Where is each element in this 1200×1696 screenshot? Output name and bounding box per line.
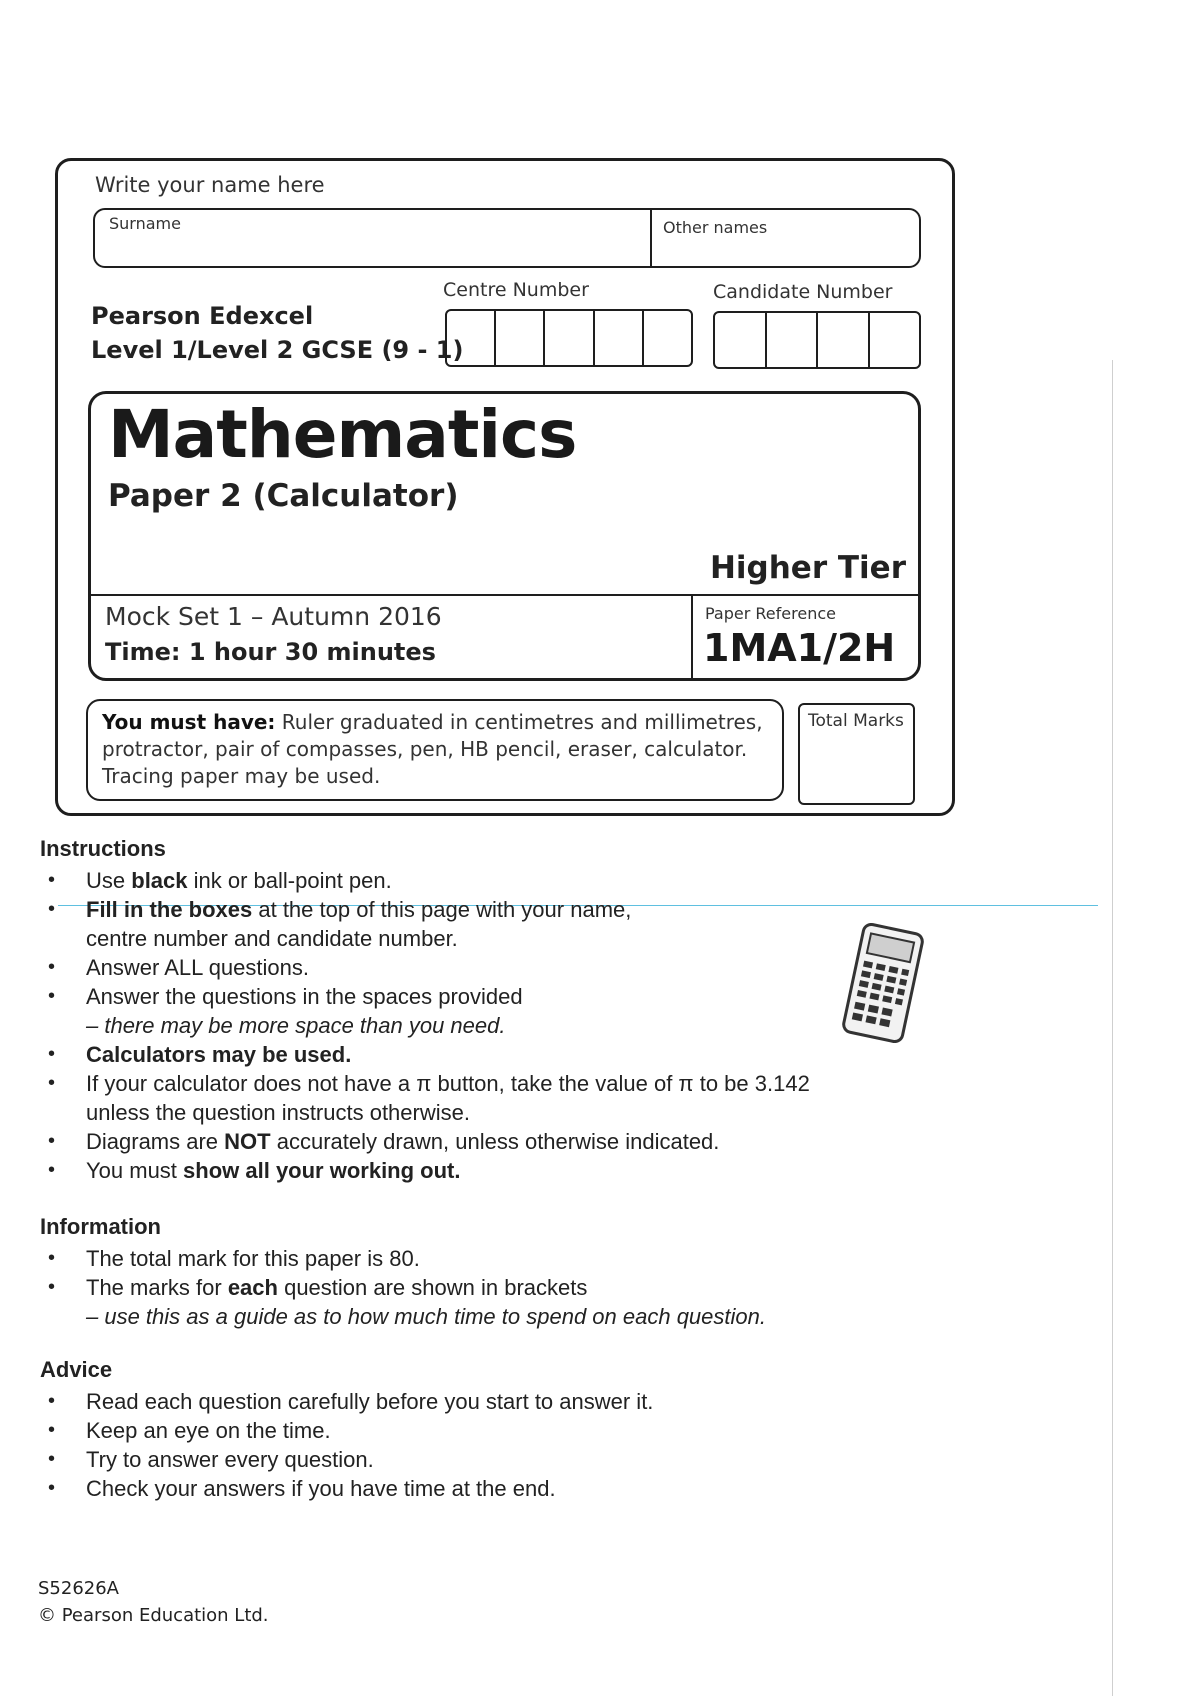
list-item: • You must show all your working out. xyxy=(40,1156,810,1185)
advice-section xyxy=(40,1357,653,1503)
board-name: Pearson Edexcel xyxy=(91,302,314,330)
other-names-label: Other names xyxy=(663,218,768,237)
list-item: • Use black ink or ball-point pen. xyxy=(40,866,810,895)
list-item: • Diagrams are NOT accurately drawn, unless otherwise indicated. xyxy=(40,1127,810,1156)
candidate-digit-box xyxy=(715,313,767,367)
information-heading: Information xyxy=(40,1214,161,1239)
total-marks-label: Total Marks xyxy=(808,711,904,731)
exam-board xyxy=(91,299,463,367)
centre-digit-box xyxy=(496,311,545,365)
instructions-section xyxy=(40,836,810,1185)
page-edge-line xyxy=(1112,360,1113,1696)
mock-set-label: Mock Set 1 – Autumn 2016 xyxy=(105,602,442,631)
paper-title: Paper 2 (Calculator) xyxy=(108,478,459,514)
list-item: • If your calculator does not have a π button, take the value of π to be 3.142 unless the question instructs otherwise. xyxy=(40,1069,810,1127)
name-divider xyxy=(650,210,652,266)
time-label: Time: 1 hour 30 minutes xyxy=(105,638,436,666)
calculator-icon xyxy=(838,923,928,1043)
list-item: • Calculators may be used. xyxy=(40,1040,810,1069)
paper-ref-divider xyxy=(691,594,693,680)
centre-number-label: Centre Number xyxy=(443,279,589,301)
centre-digit-box xyxy=(595,311,644,365)
surname-label: Surname xyxy=(109,214,181,233)
list-item: • Check your answers if you have time at the end. xyxy=(40,1474,653,1503)
centre-digit-box xyxy=(447,311,496,365)
list-item: • The marks for each question are shown in brackets – use this as a guide as to how much time to spend on each question. xyxy=(40,1273,766,1331)
cover-box xyxy=(55,158,955,816)
list-item: • Answer the questions in the spaces provided – there may be more space than you need. xyxy=(40,982,810,1040)
candidate-digit-box xyxy=(767,313,819,367)
advice-heading: Advice xyxy=(40,1357,113,1382)
paper-reference: 1MA1/2H xyxy=(703,626,896,670)
candidate-digit-box xyxy=(818,313,870,367)
list-item: • Fill in the boxes at the top of this page with your name, centre number and candidate number. xyxy=(40,895,810,953)
write-name-label: Write your name here xyxy=(95,173,325,197)
must-have-box xyxy=(86,699,784,801)
name-box xyxy=(93,208,921,268)
centre-number-boxes xyxy=(445,309,693,367)
paper-reference-label: Paper Reference xyxy=(705,604,836,623)
footer xyxy=(38,1575,269,1629)
subject-divider xyxy=(91,594,918,596)
list-item: • Answer ALL questions. xyxy=(40,953,810,982)
list-item: • Keep an eye on the time. xyxy=(40,1416,653,1445)
list-item: • Try to answer every question. xyxy=(40,1445,653,1474)
information-section xyxy=(40,1214,766,1331)
must-have-text: Ruler graduated in centimetres and millimetres, protractor, pair of compasses, pen, HB pencil, eraser, calculator. Tracing paper may be used. xyxy=(102,710,763,788)
qualification-level: Level 1/Level 2 GCSE (9 - 1) xyxy=(91,336,464,364)
candidate-number-label: Candidate Number xyxy=(713,281,893,303)
copyright: © Pearson Education Ltd. xyxy=(38,1605,269,1626)
candidate-number-boxes xyxy=(713,311,921,369)
subject-title: Mathematics xyxy=(108,396,577,473)
candidate-digit-box xyxy=(870,313,920,367)
tier-label: Higher Tier xyxy=(709,550,906,586)
list-item: • The total mark for this paper is 80. xyxy=(40,1244,766,1273)
must-have-heading: You must have: xyxy=(102,710,276,734)
total-marks-box xyxy=(798,703,915,805)
instructions-heading: Instructions xyxy=(40,836,166,861)
list-item: • Read each question carefully before you start to answer it. xyxy=(40,1387,653,1416)
centre-digit-box xyxy=(545,311,594,365)
centre-digit-box xyxy=(644,311,691,365)
subject-box xyxy=(88,391,921,681)
paper-code: S52626A xyxy=(38,1578,119,1599)
